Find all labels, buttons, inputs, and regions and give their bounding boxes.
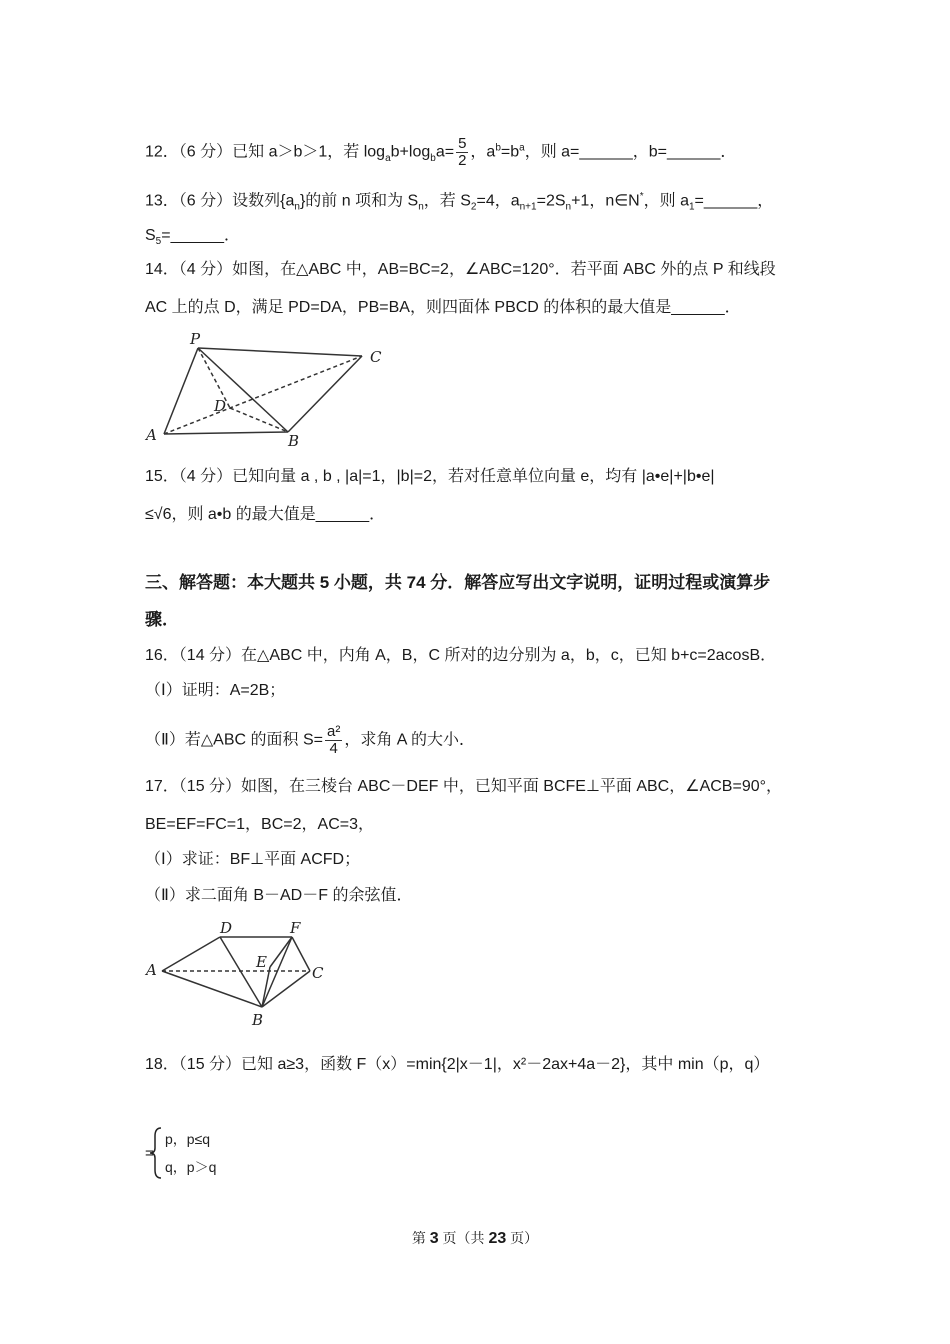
fig17-label-e: E <box>256 953 267 971</box>
question-14-line2: AC 上的点 D，满足 PD=DA，PB=BA，则四面体 PBCD 的体积的最大值是______． <box>145 299 741 316</box>
question-14-line1: 14．（4 分）如图，在△ABC 中，AB=BC=2，∠ABC=120°．若平面 ABC 外的点 P 和线段 <box>145 261 776 278</box>
q12-sup-b: b <box>495 142 501 154</box>
question-16-part2: （Ⅱ）若△ABC 的面积 S= $\frac{\text{a²}}{4}$ ，求角 A 的大小． <box>145 723 476 757</box>
fig14-label-d: D <box>214 397 227 415</box>
q12-mid1: b+log <box>390 143 431 161</box>
q12-post: ，a <box>470 143 496 161</box>
page-total: 23 <box>488 1230 507 1247</box>
section-heading-line2: 骤． <box>145 610 179 629</box>
section-heading: 三、解答题：本大题共 5 小题，共 74 分．解答应写出文字说明，证明过程或演算步 <box>145 573 771 592</box>
piecewise-case2: q，p＞q <box>165 1159 217 1175</box>
q12-sub-a: a <box>385 152 391 164</box>
q12-eq: =b <box>500 143 520 161</box>
question-17-line1: 17．（15 分）如图，在三棱台 ABC－DEF 中，已知平面 BCFE⊥平面 ABC，∠ACB=90°， <box>145 778 783 795</box>
figure-14 <box>140 328 400 453</box>
fig14-label-a: A <box>146 426 157 444</box>
fig17-label-c: C <box>312 964 324 982</box>
piecewise-eq: = <box>145 1145 154 1162</box>
question-18-line1: 18．（15 分）已知 a≥3，函数 F（x）=min{2|x－1|，x²－2ax+4a－2}，其中 min（p，q） <box>145 1056 770 1073</box>
question-15-line1: 15．（4 分）已知向量 a , b , |a|=1，|b|=2，若对任意单位向量 e，均有 |a•e|+|b•e| <box>145 468 715 485</box>
fig17-label-f: F <box>290 919 301 937</box>
question-16-part1: （Ⅰ）证明：A=2B； <box>145 682 286 699</box>
q12-tail: ，则 a=______，b=______． <box>524 143 737 161</box>
page-number: 3 <box>429 1230 439 1247</box>
q12-sub-b: b <box>430 152 436 164</box>
question-17-part1: （Ⅰ）求证：BF⊥平面 ACFD； <box>145 851 361 868</box>
fig17-label-d: D <box>220 919 233 937</box>
question-16-line1: 16．（14 分）在△ABC 中，内角 A，B，C 所对的边分别为 a，b，c，已知 b+c=2acosB． <box>145 647 777 664</box>
q12-sup-a: a <box>519 142 525 154</box>
question-13-line2: $S_5=\_\_\_\_\_\_$． <box>145 227 240 248</box>
fig14-label-b: B <box>288 432 300 450</box>
q16-fraction: $\frac{\text{a²}}{4}$ <box>327 723 341 757</box>
q12-mid2: a= <box>435 143 455 161</box>
q12-fraction: $\frac{5}{2}$ <box>458 135 467 169</box>
fig14-label-c: C <box>370 348 382 366</box>
page-footer: 第 3 页（共 23 页） <box>411 1230 539 1247</box>
question-17-line2: BE=EF=FC=1，BC=2，AC=3， <box>145 816 374 833</box>
question-12 <box>145 136 736 171</box>
question-13: 13．（6 分）设数列$\{a_n\}$的前 n 项和为 $S_n$，若 $S_2=4$，$a_{n+1}=2S_n+1$，n∈N*，则 $a_1=\_\_\_\_\_\_$， <box>145 191 774 213</box>
q12-text: 12．（6 分）已知 a＞b＞1，若 log <box>145 143 386 161</box>
fig17-label-a: A <box>146 961 157 979</box>
question-17-part2: （Ⅱ）求二面角 B－AD－F 的余弦值． <box>145 887 413 904</box>
piecewise-case1: p，p≤q <box>165 1131 211 1147</box>
fig14-label-p: P <box>190 330 201 348</box>
fig17-label-b: B <box>252 1011 264 1029</box>
figure-17 <box>140 915 340 1035</box>
question-15-line2: ≤√6，则 a•b 的最大值是______． <box>145 506 386 523</box>
